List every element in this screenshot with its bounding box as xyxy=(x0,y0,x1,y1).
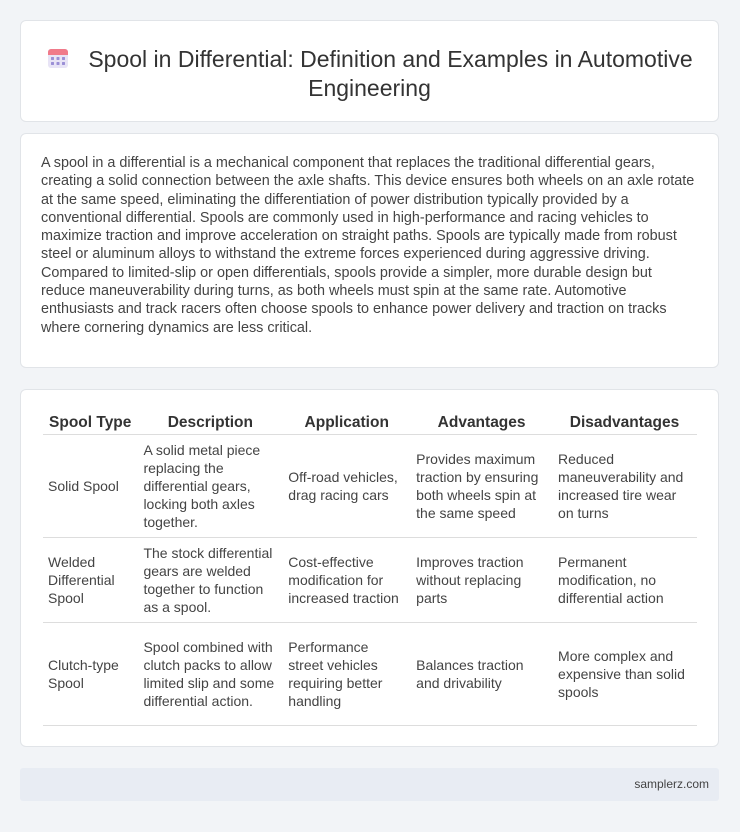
column-header-application: Application xyxy=(283,412,411,435)
table-cell: Off-road vehicles, drag racing cars xyxy=(283,435,411,538)
column-header-description: Description xyxy=(138,412,283,435)
table-cell: Performance street vehicles requiring better handling xyxy=(283,623,411,726)
table-cell: Spool combined with clutch packs to allow limited slip and some differential action. xyxy=(138,623,283,726)
table-row xyxy=(43,435,697,538)
table-cell: Provides maximum traction by ensuring both wheels spin at the same speed xyxy=(411,435,553,538)
table-row xyxy=(43,623,697,726)
table-row xyxy=(43,538,697,623)
table-cell: Cost-effective modification for increased traction xyxy=(283,538,411,623)
table-cell: Balances traction and drivability xyxy=(411,623,553,726)
column-header-advantages: Advantages xyxy=(411,412,553,435)
table-cell: Solid Spool xyxy=(43,435,138,538)
page-title xyxy=(21,45,718,103)
table-cell: The stock differential gears are welded together to function as a spool. xyxy=(138,538,283,623)
table-cell: Clutch-type Spool xyxy=(43,623,138,726)
table-header-row xyxy=(43,412,697,435)
calendar-icon xyxy=(46,46,70,70)
table-cell: A solid metal piece replacing the differential gears, locking both axles together. xyxy=(138,435,283,538)
column-header-spool-type: Spool Type xyxy=(43,412,138,435)
table-cell: Improves traction without replacing parts xyxy=(411,538,553,623)
column-header-disadvantages: Disadvantages xyxy=(553,412,697,435)
description-card xyxy=(20,133,719,368)
table-cell: Welded Differential Spool xyxy=(43,538,138,623)
table-card xyxy=(20,389,719,747)
footer xyxy=(20,768,719,801)
table-cell: More complex and expensive than solid spools xyxy=(553,623,697,726)
spool-types-table xyxy=(43,412,697,726)
footer-site-link[interactable]: samplerz.com xyxy=(634,777,709,791)
table-cell: Reduced maneuverability and increased tire wear on turns xyxy=(553,435,697,538)
description-text: A spool in a differential is a mechanical component that replaces the traditional differential gears, creating a solid connection between the axle shafts. This device ensures both wheels on an axle rotate at the same speed, eliminating the differentiation of power distribution typically provided by a conventional differential. Spools are commonly used in high-performance and racing vehicles to maximize traction and improve acceleration on straight paths. Spools are typically made from robust steel or aluminum alloys to withstand the extreme forces experienced during aggressive driving. Compared to limited-slip or open differentials, spools provide a simpler, more durable design but reduce maneuverability during turns, as both wheels must spin at the same rate. Automotive enthusiasts and track racers often choose spools to enhance power delivery and traction on tracks where cornering dynamics are less critical. xyxy=(41,155,695,336)
page-title-text: Spool in Differential: Definition and Examples in Automotive Engineering xyxy=(88,46,693,101)
table-cell: Permanent modification, no differential action xyxy=(553,538,697,623)
title-card xyxy=(20,20,719,122)
